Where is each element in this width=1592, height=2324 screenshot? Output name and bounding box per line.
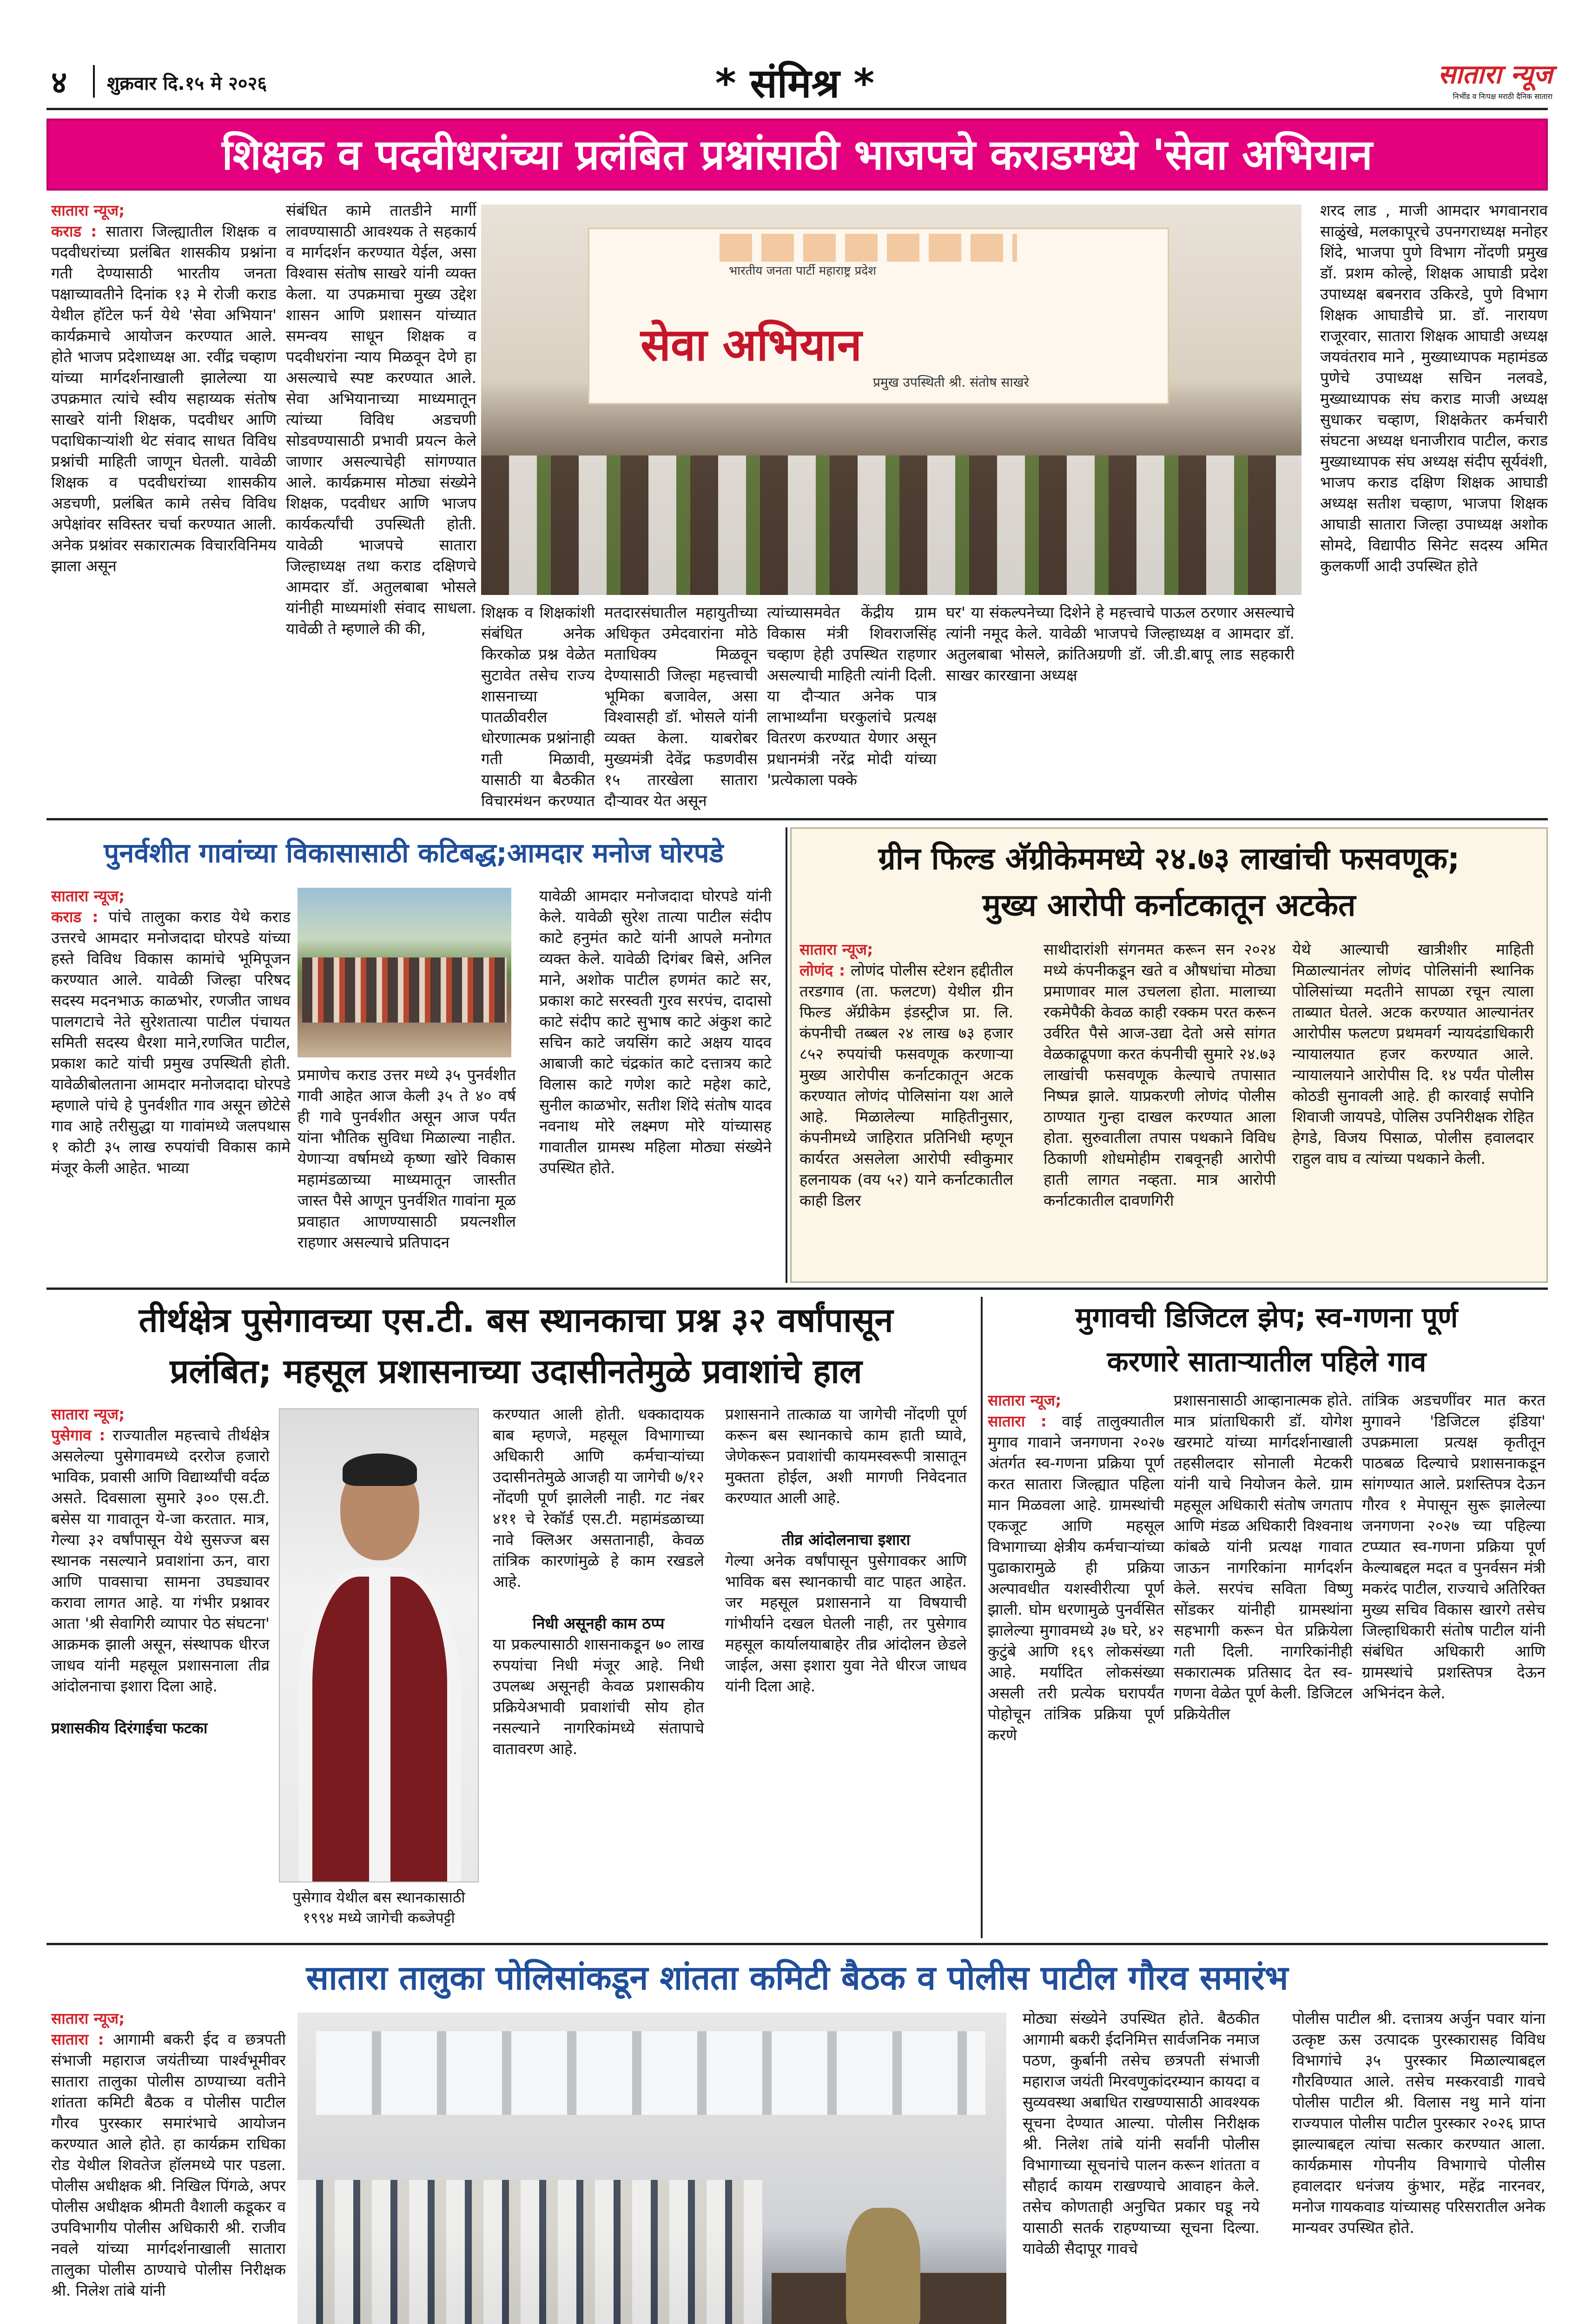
story4-col3	[725, 1404, 967, 1934]
story1-col4	[604, 602, 758, 811]
story1-text-1: सातारा जिल्ह्यातील शिक्षक व पदवीधरांच्या प्रलंबित शासकीय प्रश्नांना गती देण्यासाठी भारतीय जनता पक्षाच्यावतीने दिनांक १३ मे रोजी कराड येथील हॉटेल फर्न येथे 'सेवा अभियान' कार्यक्रमाचे आयोजन करण्यात आले. होते भाजप प्रदेशाध्यक्ष आ. रवींद्र चव्हाण यांच्या मार्गदर्शनाखाली झालेल्या या उपक्रमात त्यांचे स्वीय सहाय्यक संतोष साखरे यांनी शिक्षक, पदवीधर आणि पदाधिकाऱ्यांशी थेट संवाद साधत विविध प्रश्नांची माहिती जाणून घेतली. यावेळी शिक्षक व पदवीधरांच्या शासकीय अडचणी, प्रलंबित कामे तसेच विविध अपेक्षांवर सविस्तर चर्चा करण्यात आली. अनेक प्रश्नांवर सकारात्मक विचारविनिमय झाला असून	[51, 222, 277, 575]
banner-title: सेवा अभियान	[641, 319, 862, 371]
seva-banner	[588, 228, 1169, 404]
banner-portraits	[720, 234, 1017, 262]
story4-col1	[51, 1404, 270, 1934]
story4-subhead-3: तीव्र आंदोलनाचा इशारा	[781, 1531, 911, 1549]
brand-logo	[1348, 56, 1552, 107]
story5-text-1: वाई तालुक्यातील मुगाव गावाने जनगणना २०२७ अंतर्गत स्व-गणना प्रक्रिया पूर्ण करत सातारा जिल्ह्यात पहिला मान मिळवला आहे. ग्रामस्थांची एकजूट आणि महसूल विभागाच्या क्षेत्रीय कर्मचाऱ्यांच्या पुढाकारामुळे ही प्रक्रिया अल्पावधीत यशस्वीरीत्या पूर्ण झाली. घोम धरणामुळे पुनर्वसित झालेल्या मुगावमध्ये ३७ घरे, ४२ कुटुंबे आणि १६९ लोकसंख्या आहे. मर्यादित लोकसंख्या असली तरी प्रत्येक घरापर्यंत पोहोचून तांत्रिक प्रक्रिया पूर्ण करणे	[988, 1412, 1164, 1744]
seated-audience	[297, 2180, 762, 2324]
story1-text-5: त्यांच्यासमवेत केंद्रीय ग्राम विकास मंत्री शिवराजसिंह चव्हाण हेही उपस्थित राहणार असल्याची माहिती त्यांनी दिली. या दौऱ्यात अनेक पात्र लाभार्थ्यांना घरकुलांचे प्रत्यक्ष वितरण करण्यात येणार असून प्रधानमंत्री नरेंद्र मोदी यांच्या 'प्रत्येकाला पक्के	[767, 603, 937, 789]
story6-text-2: मोठ्या संख्येने उपस्थित होते. बैठकीत आगामी बकरी ईदनिमित्त सार्वजनिक नमाज पठण, कुर्बानी तसेच छत्रपती संभाजी महाराज जयंती मिरवणुकांदरम्यान कायदा व सुव्यवस्था अबाधित राखण्यासाठी आवश्यक सूचना देण्यात आल्या. पोलीस निरीक्षक श्री. निलेश तांबे यांनी सर्वांनी पोलीस विभागाच्या सूचनांचे पालन करून शांतता व सौहार्द कायम राखण्याचे आवाहन केले. तसेच कोणताही अनुचित प्रकार घडू नये यासाठी सतर्क राहण्याच्या सूचना दिल्या. यावेळी सैदापूर गावचे	[1023, 2009, 1260, 2258]
story3-text-2: साथीदारांशी संगनमत करून सन २०२४ मध्ये कंपनीकडून खते व औषधांचा मोठ्या प्रमाणावर माल उचलला होता. मालाच्या रकमेपैकी केवळ काही रक्कम परत करून उर्वरित पैसे आज-उद्या देतो असे सांगत वेळकाढूपणा करत कंपनीची सुमारे २४.७३ लाखांची फसवणूक केल्याचे तपासात निष्पन्न झाले. याप्रकरणी लोणंद पोलीस ठाण्यात गुन्हा दाखल करण्यात आला होता. सुरुवातीला तपास पथकाने विविध ठिकाणी शोधमोहीम राबवूनही आरोपी हाती लागत नव्हता. मात्र आरोपी कर्नाटकातील दावणगिरी	[1044, 940, 1276, 1209]
story1-text-7: शरद लाड , माजी आमदार भगवानराव साळुंखे, मलकापूरचे उपनगराध्यक्ष मनोहर शिंदे, भाजपा पुणे विभाग नोंदणी प्रमुख डॉ. प्रशम कोल्हे, शिक्षक आघाडी प्रदेश उपाध्यक्ष बबनराव उकिरडे, पुणे विभाग शिक्षक आघाडीचे प्रा. डॉ. नारायण राजूरवार, सातारा शिक्षक आघाडी अध्यक्ष जयवंतराव माने , मुख्याध्यापक महामंडळ पुणेचे उपाध्यक्ष सचिन नलवडे, मुख्याध्यापक संघ कराड माजी अध्यक्ष सुधाकर चव्हाण, शिक्षकेतर कर्मचारी संघटना अध्यक्ष धनाजीराव पाटील, कराड मुख्याध्यापक संघ अध्यक्ष संदीप सूर्यवंशी, भाजप कराड दक्षिण शिक्षक आघाडी अध्यक्ष सतीश चव्हाण, भाजपा शिक्षक आघाडी सातारा जिल्हा उपाध्यक्ष अशोक सोमदे, विद्यापीठ सिनेट सदस्य अमित कुलकर्णी आदी उपस्थित होते	[1320, 201, 1548, 575]
story2-headline: पुनर्वशीत गावांच्या विकासासाठी कटिबद्ध;आमदार मनोज घोरपडे	[104, 837, 724, 869]
story5-dateline: सातारा :	[988, 1412, 1047, 1430]
story5-text-3: तांत्रिक अडचणींवर मात करत मुगावने 'डिजिटल इंडिया' उपक्रमाला प्रत्यक्ष कृतीतून पाठबळ दिल्याचे प्रशासनाकडून सांगण्यात आले. प्रशस्तिपत्र देऊन गौरव १ मेपासून सुरू झालेल्या जनगणना २०२७ च्या पहिल्या टप्प्यात स्व-गणना प्रक्रिया पूर्ण केल्याबद्दल मदत व पुनर्वसन मंत्री मकरंद पाटील, राज्याचे अतिरिक्त मुख्य सचिव विकास खारगे तसेच जिल्हाधिकारी संतोष पाटील यांनी संबंधित अधिकारी आणि ग्रामस्थांचे प्रशस्तिपत्र देऊन अभिनंदन केले.	[1362, 1391, 1546, 1702]
story2-dateline: कराड :	[51, 908, 99, 926]
story3-dateline: लोणंद :	[799, 961, 846, 979]
story3-text-3: येथे आल्याची खात्रीशीर माहिती मिळाल्यानंतर लोणंद पोलिसांनी स्थानिक पोलिसांच्या मदतीने सापळा रचून त्याला ताब्यात घेतले. अटक करण्यात आल्यानंतर आरोपीस फलटण प्रथमवर्ग न्यायदंडाधिकारी न्यायालयात हजर करण्यात आले. न्यायालयाने आरोपीस दि. १४ पर्यंत पोलीस कोठडी सुनावली आहे. ही कारवाई सपोनि शिवाजी जायपडे, पोलिस उपनिरीक्षक रोहित हेगडे, विजय पिसाळ, पोलीस हवालदार राहुल वाघ व त्यांच्या पथकाने केली.	[1292, 940, 1534, 1168]
story6-text-1: आगामी बकरी ईद व छत्रपती संभाजी महाराज जयंतीच्या पार्श्वभूमीवर सातारा तालुका पोलीस ठाण्याच्या वतीने शांतता कमिटी बैठक व पोलीस पाटील गौरव पुरस्कार समारंभाचे आयोजन करण्यात आले होते. हा कार्यक्रम राधिका रोड येथील शिवतेज हॉलमध्ये पार पडला. पोलीस अधीक्षक श्री. निखिल पिंगळे, अपर पोलीस अधीक्षक श्रीमती वैशाली कडूकर व उपविभागीय पोलीस अधिकारी श्री. राजीव नवले यांच्या मार्गदर्शनाखाली सातारा तालुका पोलीस ठाण्याचे पोलीस निरीक्षक श्री. निलेश तांबे यांनी	[51, 2030, 286, 2299]
story5-col1	[988, 1390, 1164, 1934]
stage-table	[481, 456, 1301, 595]
story3-headline-2: मुख्य आरोपी कर्नाटकातून अटकेत	[982, 887, 1356, 923]
story6-headline: सातारा तालुका पोलिसांकडून शांतता कमिटी बैठक व पोलीस पाटील गौरव समारंभ	[306, 1958, 1288, 1997]
page-date: शुक्रवार दि.१५ मे २०२६	[107, 73, 267, 94]
story3-headline-1: ग्रीन फिल्ड अ‍ॅग्रीकेममध्ये २४.७३ लाखांची फसवणूक;	[878, 841, 1460, 877]
story6-photo	[297, 2013, 1006, 2324]
story6-col3	[1292, 2008, 1546, 2324]
story3-col3	[1292, 939, 1534, 1274]
story5-col3	[1362, 1390, 1546, 1934]
story2-col1	[51, 885, 291, 1271]
story6-dateline: सातारा :	[51, 2030, 104, 2048]
story5-col2	[1174, 1390, 1353, 1934]
story4-subhead-1: प्रशासकीय दिरंगाईचा फटका	[51, 1719, 208, 1737]
story4-byline: सातारा न्यूज;	[51, 1405, 125, 1423]
story5-text-2: प्रशासनासाठी आव्हानात्मक होते. मात्र प्रांताधिकारी डॉ. योगेश खरमाटे यांच्या मार्गदर्शनाखाली तहसीलदार सोनाली मेटकरी यांनी याचे नियोजन केले. ग्राम महसूल अधिकारी संतोष जगताप आणि मंडळ अधिकारी विश्वनाथ कांबळे यांनी प्रत्यक्ष गावात जाऊन नागरिकांना मार्गदर्शन केले. सरपंच सविता विष्णु सोंडकर यांनीही ग्रामस्थांना सहभागी करून घेत प्रक्रियेला गती दिली. नागरिकांनीही सकारात्मक प्रतिसाद देत स्व-गणना वेळेत पूर्ण केली. डिजिटल प्रक्रियेतील	[1174, 1391, 1353, 1723]
story1-headline-bar	[46, 119, 1548, 191]
masthead	[0, 0, 1592, 112]
story4-headline-2: प्रलंबित; महसूल प्रशासनाच्या उदासीनतेमुळे प्रवाशांचे हाल	[170, 1352, 862, 1391]
story3-text-1: लोणंद पोलीस स्टेशन हद्दीतील तरडगाव (ता. फलटण) येथील ग्रीन फिल्ड अ‍ॅग्रीकेम इंडस्ट्रीज प्रा. लि. कंपनीची तब्बल २४ लाख ७३ हजार ८५२ रुपयांची फसवणूक करणाऱ्या मुख्य आरोपीस कर्नाटकातून अटक करण्यात लोणंद पोलिसांना यश आले आहे. मिळालेल्या माहितीनुसार, कंपनीमध्ये जाहिरात प्रतिनिधी म्हणून कार्यरत असलेला आरोपी स्वीकुमार हलनायक (वय ५२) याने कर्नाटकातील काही डिलर	[799, 961, 1013, 1209]
story2-story3-divider	[786, 827, 787, 1283]
portrait-vest	[312, 1577, 447, 1882]
story4-col2	[493, 1404, 704, 1934]
story4-text-2a: करण्यात आली होती. धक्कादायक बाब म्हणजे, महसूल विभागाच्या अधिकारी आणि कर्मचाऱ्यांच्या उदासीनतेमुळे आजही या जागेची ७/१२ नोंदणी पूर्ण झालेली नाही. गट नंबर ४११ चे रेकॉर्ड एस.टी. महामंडळाच्या नावे क्लिअर असतानाही, केवळ तांत्रिक कारणांमुळे हे काम रखडले आहे.	[493, 1405, 704, 1591]
story4-text-3a: प्रशासनाने तात्काळ या जागेची नोंदणी पूर्ण करून बस स्थानकाचे काम हाती घ्यावे, जेणेकरून प्रवाशांची कायमस्वरूपी त्रासातून मुक्तता होईल, अशी मागणी निवेदनात करण्यात आली आहे.	[725, 1405, 967, 1507]
story6-byline: सातारा न्यूज;	[51, 2009, 125, 2027]
story4-story5-divider	[981, 1297, 983, 1938]
story2-photo	[297, 888, 511, 1057]
story4-text-1: राज्यातील महत्त्वाचे तीर्थक्षेत्र असलेल्या पुसेगावमध्ये दररोज हजारो भाविक, प्रवासी आणि विद्यार्थ्यांची वर्दळ असते. दिवसाला सुमारे ३०० एस.टी. बसेस या गावातून ये-जा करतात. मात्र, गेल्या ३२ वर्षांपासून येथे सुसज्ज बस स्थानक नसल्याने प्रवाशांना ऊन, वारा आणि पावसाचा सामना उघड्यावर करावा लागत आहे. या गंभीर प्रश्नावर आता 'श्री सेवागिरी व्यापार पेठ संघटना' आक्रमक झाली असून, संस्थापक धीरज जाधव यांनी महसूल प्रशासनाला तीव्र आंदोलनाचा इशारा दिला आहे.	[51, 1426, 270, 1695]
story1-col5	[767, 602, 937, 811]
story4-portrait	[279, 1408, 479, 1882]
banner-sub: प्रमुख उपस्थिती श्री. संतोष साखरे	[873, 375, 1029, 390]
story5-byline: सातारा न्यूज;	[988, 1391, 1062, 1409]
story1-col1	[51, 200, 277, 813]
logo-tagline: निर्भीड व निःपक्ष मराठी दैनिक सातारा	[1453, 92, 1552, 101]
story1-photo	[481, 205, 1301, 595]
banner-line: भारतीय जनता पार्टी महाराष्ट्र प्रदेश	[729, 264, 876, 278]
story6-col2	[1023, 2008, 1260, 2324]
story3-col2	[1044, 939, 1276, 1274]
story3-col1	[799, 939, 1013, 1274]
row2-bottom-rule	[46, 1287, 1548, 1290]
story2-col3	[539, 885, 772, 1271]
masthead-rule	[46, 108, 1548, 110]
story1-bottom-rule	[46, 818, 1548, 820]
story6-col1	[51, 2008, 286, 2324]
crowd	[302, 957, 507, 1023]
section-title: * संमिश्र *	[715, 60, 875, 107]
story4-subhead-2: निधी असूनही काम ठप्प	[532, 1614, 665, 1632]
story3-byline: सातारा न्यूज;	[799, 940, 873, 958]
story1-byline: सातारा न्यूज;	[51, 201, 125, 219]
officer	[846, 2208, 920, 2324]
story1-text-3: शिक्षक व शिक्षकांशी संबंधित अनेक किरकोळ प्रश्न वेळेत सुटावेत तसेच राज्य शासनाच्या पातळीवरील धोरणात्मक प्रश्नांनाही गती मिळावी, यासाठी या बैठकीत विचारमंथन करण्यात	[481, 603, 595, 810]
story4-headline-1: तीर्थक्षेत्र पुसेगावच्या एस.टी. बस स्थानकाचा प्रश्न ३२ वर्षांपासून	[139, 1301, 893, 1340]
row3-bottom-rule	[46, 1943, 1548, 1945]
story1-text-2: संबंधित कामे तातडीने मार्गी लावण्यासाठी आवश्यक ते सहकार्य व मार्गदर्शन करण्यात येईल, असा विश्वास संतोष साखरे यांनी व्यक्त केला. या उपक्रमाचा मुख्य उद्देश शासन आणि प्रशासन यांच्यात समन्वय साधून शिक्षक व पदवीधरांना न्याय मिळवून देणे हा असल्याचे स्पष्ट करण्यात आले. सेवा अभियानाच्या माध्यमातून त्यांच्या विविध अडचणी सोडवण्यासाठी प्रभावी प्रयत्न केले जाणार असल्याचेही सांगण्यात आले. कार्यक्रमास मोठ्या संख्येने शिक्षक, पदवीधर आणि भाजप कार्यकर्त्यांची उपस्थिती होती. यावेळी भाजपचे सातारा जिल्हाध्यक्ष तथा कराड दक्षिणचे आमदार डॉ. अतुलबाबा भोसले यांनीही माध्यमांशी संवाद साधला. यावेळी ते म्हणाले की की,	[286, 201, 476, 638]
portrait-hair	[343, 1453, 417, 1486]
story5-headline-1: मुगावची डिजिटल झेप; स्व-गणना पूर्ण	[1075, 1301, 1458, 1334]
story6-text-3: पोलीस पाटील श्री. दत्तात्रय अर्जुन पवार यांना उत्कृष्ट ऊस उत्पादक पुरस्कारासह विविध विभागांचे ३५ पुरस्कार मिळाल्याबद्दल गौरविण्यात आले. तसेच मस्करवाडी गावचे पोलीस पाटील श्री. विलास नथु माने यांना राज्यपाल पोलीस पाटील पुरस्कार २०२६ प्राप्त झाल्याबद्दल त्यांचा सत्कार करण्यात आला. कार्यक्रमास गोपनीय विभागाचे पोलीस हवालदार धनंजय कुंभार, महेंद्र नारनवर, मनोज गायकवाड यांच्यासह परिसरातील अनेक मान्यवर उपस्थित होते.	[1292, 2009, 1546, 2237]
story4-photo-caption: पुसेगाव येथील बस स्थानकासाठी १९९४ मध्ये जागेची कब्जेपट्टी	[292, 1888, 465, 1927]
story1-col3	[481, 602, 595, 811]
story4-text-3b: गेल्या अनेक वर्षांपासून पुसेगावकर आणि भाविक बस स्थानकाची वाट पाहत आहेत. जर महसूल प्रशासनाने या विषयाची गांभीर्याने दखल घेतली नाही, तर पुसेगाव महसूल कार्यालयाबाहेर तीव्र आंदोलन छेडले जाईल, असा इशारा युवा नेते धीरज जाधव यांनी दिला आहे.	[725, 1552, 967, 1695]
story2-text-2: प्रमाणेच कराड उत्तर मध्ये ३५ पुनर्वशीत गावी आहेत आज केली ३५ ते ४० वर्ष ही गावे पुनर्वशीत असून आज पर्यंत यांना भौतिक सुविधा मिळाल्या नाहीत. येणाऱ्या वर्षामध्ये कृष्णा खोरे विकास महामंडळाच्या माध्यमातून जास्तीत जास्त पैसे आणून पुनर्वशित गावांना मूळ प्रवाहात आणण्यासाठी प्रयत्नशील राहणार असल्याचे प्रतिपादन	[297, 1066, 516, 1251]
story1-headline: शिक्षक व पदवीधरांच्या प्रलंबित प्रश्नांसाठी भाजपचे कराडमध्ये 'सेवा अभियान	[222, 131, 1373, 179]
story1-text-4: मतदारसंघातील महायुतीच्या अधिकृत उमेदवारांना मोठे मताधिक्य मिळवून देण्यासाठी जिल्हा महत्त्वाची भूमिका बजावेल, असा विश्वासही डॉ. भोसले यांनी व्यक्त केला. याबरोबर मुख्यमंत्री देवेंद्र फडणवीस १५ तारखेला सातारा दौऱ्यावर येत असून	[604, 603, 758, 810]
story2-text-3: यावेळी आमदार मनोजदादा घोरपडे यांनी केले. यावेळी सुरेश तात्या पाटील संदीप काटे हनुमंत काटे यांनी आपले मनोगत व्यक्त केले. यावेळी दिगंबर बिसे, अनिल माने, अशोक पाटील हणमंत काटे सर, प्रकाश काटे सरस्वती गुरव सरपंच, दादासो काटे संदीप काटे सुभाष काटे अंकुश काटे सचिन काटे जयसिंग काटे अक्षय यादव आबाजी काटे चंद्रकांत काटे दत्तात्रय काटे विलास काटे गणेश काटे महेश काटे, सुनील काळभोर, सतीश शिंदे संतोष यादव नवनाथ मोरे लक्ष्मण मोरे यांच्यासह गावातील ग्रामस्थ महिला मोठ्या संख्येने उपस्थित होते.	[539, 887, 772, 1177]
masthead-divider	[93, 65, 95, 98]
logo-text: सातारा न्यूज	[1438, 59, 1552, 90]
story5-headline-2: करणारे साताऱ्यातील पहिले गाव	[1107, 1346, 1427, 1378]
story2-col2	[297, 1064, 516, 1271]
hall-windows	[316, 2031, 985, 2115]
story1-text-6: घर' या संकल्पनेच्या दिशेने हे महत्त्वाचे पाऊल ठरणार असल्याचे त्यांनी नमूद केले. यावेळी भाजपचे जिल्हाध्यक्ष व आमदार डॉ. अतुलबाबा भोसले, क्रांतिअग्रणी डॉ. जी.डी.बापू लाड सहकारी साखर कारखाना अध्यक्ष	[946, 603, 1295, 684]
page-number: ४	[51, 65, 67, 100]
story1-col6	[946, 602, 1295, 811]
story1-dateline: कराड :	[51, 222, 97, 240]
story4-dateline: पुसेगाव :	[51, 1426, 106, 1444]
story4-text-2b: या प्रकल्पासाठी शासनाकडून ७० लाख रुपयांचा निधी मंजूर आहे. निधी उपलब्ध असूनही केवळ प्रशासकीय प्रक्रियेअभावी प्रवाशांची सोय होत नसल्याने नागरिकांमध्ये संतापाचे वातावरण आहे.	[493, 1635, 704, 1758]
story2-byline: सातारा न्यूज;	[51, 887, 125, 905]
story1-col7	[1320, 200, 1548, 813]
story2-text-1: पांचे तालुका कराड येथे कराड उत्तरचे आमदार मनोजदादा घोरपडे यांच्या हस्ते विविध विकास कामांचे भूमिपूजन करण्यात आले. यावेळी जिल्हा परिषद सदस्य मदनभाऊ काळभोर, रणजीत जाधव पालगटाचे नेते सुरेशतात्या पाटील पंचायत समिती सदस्य धैरशा माने,रणजित पाटील, प्रकाश काटे यांची प्रमुख उपस्थिती होती. यावेळीबोलताना आमदार मनोजदादा घोरपडे म्हणाले पांचे हे पुनर्वशीत गाव असून छोटेसे गाव आहे तरीसुद्धा या गावांमध्ये जलपथास १ कोटी ३५ लाख रुपयांची विकास कामे मंजूर केली आहेत. भाव्या	[51, 908, 291, 1177]
story1-col2	[286, 200, 476, 813]
